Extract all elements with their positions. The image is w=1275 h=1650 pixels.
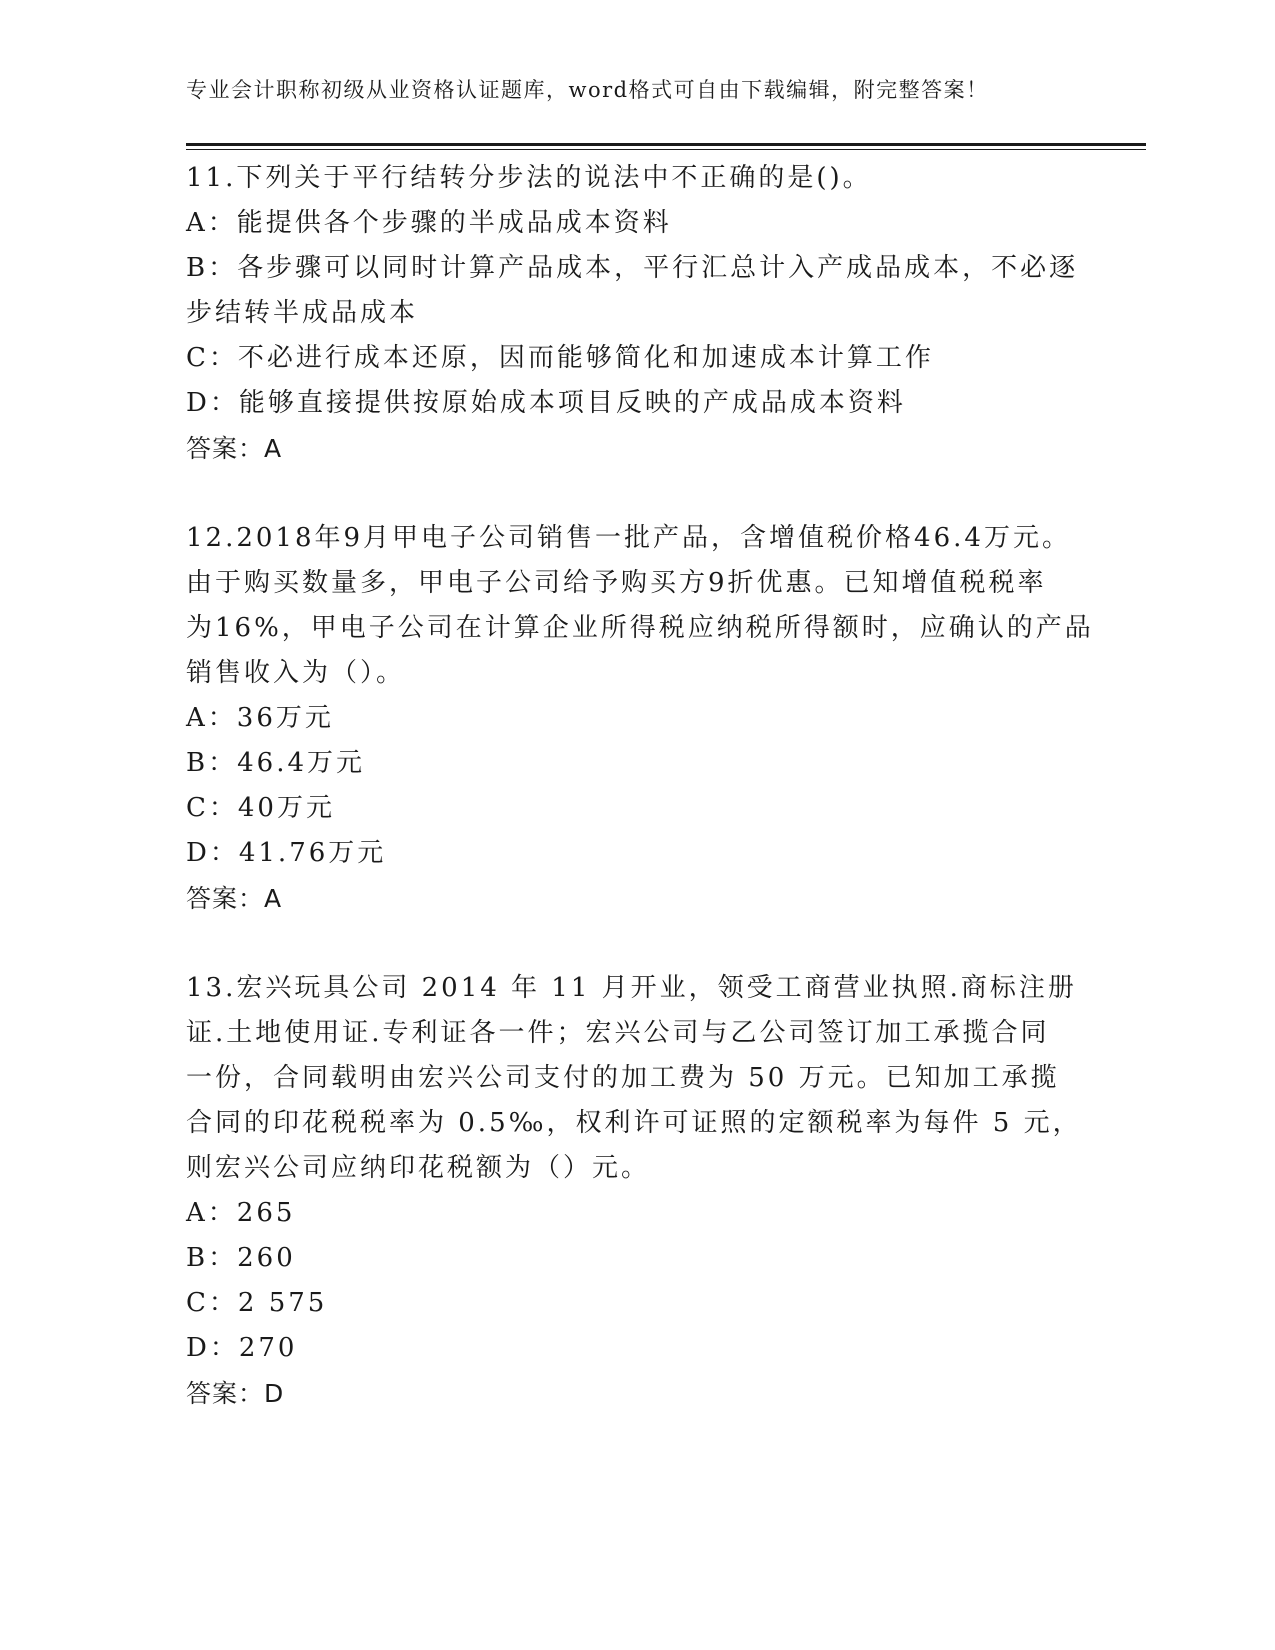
option-a: A：265 (186, 1198, 296, 1228)
question-12 (186, 516, 1094, 921)
option-b: B：46.4万元 (186, 748, 365, 778)
answer-line: 答案：A (186, 434, 283, 463)
question-stem-line: 11.下列关于平行结转分步法的说法中不正确的是()。 (186, 163, 872, 193)
question-stem-line: 12.2018年9月甲电子公司销售一批产品，含增值税价格46.4万元。 (186, 523, 1071, 553)
question-stem-line: 则宏兴公司应纳印花税额为（）元。 (186, 1153, 651, 1183)
option-c: C：不必进行成本还原，因而能够简化和加速成本计算工作 (186, 343, 934, 373)
option-c: C：2 575 (186, 1288, 328, 1318)
option-a: A：36万元 (186, 703, 334, 733)
question-stem-line: 13.宏兴玩具公司 2014 年 11 月开业，领受工商营业执照.商标注册 (186, 973, 1077, 1003)
option-c: C：40万元 (186, 793, 335, 823)
answer-line: 答案：D (186, 1379, 285, 1408)
option-d: D：能够直接提供按原始成本项目反映的产成品成本资料 (186, 388, 906, 418)
question-stem-line: 由于购买数量多，甲电子公司给予购买方9折优惠。已知增值税税率 (186, 568, 1047, 598)
option-b: B：各步骤可以同时计算产品成本，平行汇总计入产成品成本，不必逐 (186, 253, 1079, 283)
question-stem-line: 为16%，甲电子公司在计算企业所得税应纳税所得额时，应确认的产品 (186, 613, 1094, 643)
page-header: 专业会计职称初级从业资格认证题库，word格式可自由下载编辑，附完整答案！ (186, 78, 989, 102)
option-d: D：41.76万元 (186, 838, 387, 868)
question-gap (186, 471, 1066, 516)
header-rule-thin (186, 149, 1146, 150)
option-b: B：260 (186, 1243, 296, 1273)
question-stem-line: 证.土地使用证.专利证各一件；宏兴公司与乙公司签订加工承揽合同 (186, 1018, 1050, 1048)
question-stem-line: 合同的印花税税率为 0.5‰，权利许可证照的定额税率为每件 5 元， (186, 1108, 1082, 1138)
question-11 (186, 156, 1079, 471)
question-13 (186, 966, 1082, 1416)
question-stem-line: 销售收入为（）。 (186, 658, 406, 688)
question-gap (186, 921, 1066, 966)
option-b-continued: 步结转半成品成本 (186, 298, 419, 328)
option-a: A：能提供各个步骤的半成品成本资料 (186, 208, 672, 238)
option-d: D：270 (186, 1333, 298, 1363)
question-stem-line: 一份，合同载明由宏兴公司支付的加工费为 50 万元。已知加工承揽 (186, 1063, 1060, 1093)
answer-line: 答案：A (186, 884, 283, 913)
header-rule-thick (186, 143, 1146, 146)
question-list (186, 156, 1094, 1416)
